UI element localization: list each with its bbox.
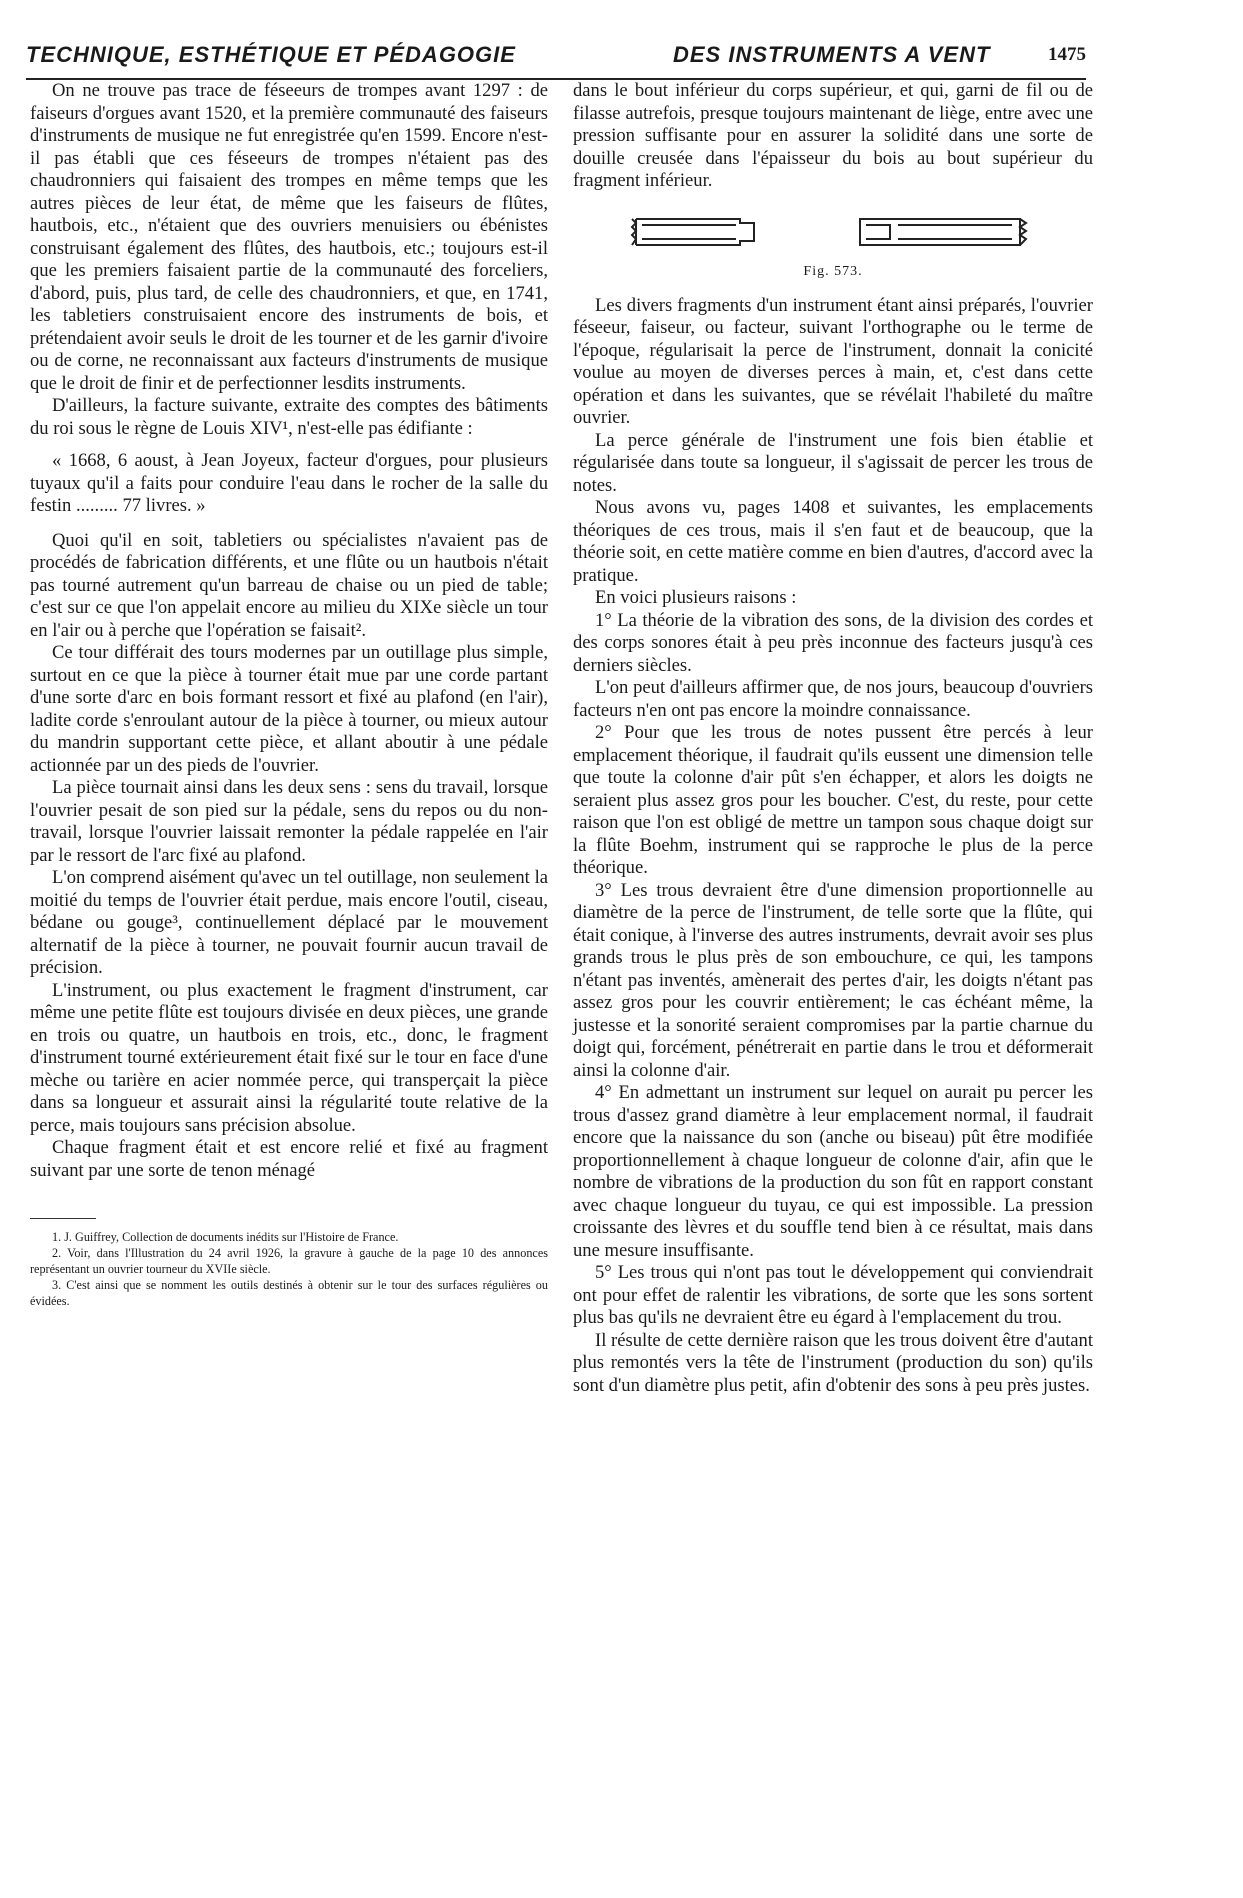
paragraph: L'instrument, ou plus exactement le fragment d'instrument, car même une petite flûte est toujours divisée en deux pièces, une grande en trois ou quatre, un hautbois en trois, etc., donc, le fragment d'instrument tourné extérieurement était fixé sur le tour en face d'une mèche ou tarière en acier nommée perce, qui transperçait la pièce dans sa longueur et assurait ainsi la régularité toute relative de la perce, mais toujours sans précision absolue. (30, 979, 548, 1136)
left-column (30, 80, 548, 1309)
paragraph: dans le bout inférieur du corps supérieur, et qui, garni de fil ou de filasse autrefois, presque toujours maintenant de liège, entre avec une pression suffisante pour en assurer la solidité dans une sorte de douille creusée dans l'épaisseur du bois au bout supérieur du fragment inférieur. (573, 80, 1093, 191)
footnote: 3. C'est ainsi que se nomment les outils destinés à obtenir sur le tour des surfaces régulières ou évidées. (30, 1278, 548, 1308)
paragraph: Ce tour différait des tours modernes par un outillage plus simple, surtout en ce que la pièce à tourner était mue par une corde partant d'une sorte d'arc en bois formant ressort et fixé au plafond (en l'air), ladite corde s'enroulant autour de la pièce à tourner, ou mieux autour du mandrin supportant cette pièce, et allant aboutir à une pédale actionnée par un des pieds de l'ouvrier. (30, 642, 548, 776)
paragraph: La perce générale de l'instrument une fois bien établie et régularisée dans toute sa longueur, il s'agissait de percer les trous de notes. (573, 429, 1093, 496)
paragraph: On ne trouve pas trace de féseeurs de trompes avant 1297 : de faiseurs d'orgues avant 1520, et la première communauté des faiseurs d'instruments de musique ne fut enregistrée qu'en 1599. Encore n'est-il pas établi que ces féseeurs de trompes n'étaient pas des chaudronniers qui faisaient des trompes en même temps que les autres pièces de leur état, de même que les faiseurs de flûtes, hautbois, etc., n'étaient que des ouvriers menuisiers ou ébénistes construisant également des flûtes, des hautbois, etc.; toujours est-il que les premiers faisaient partie de la communauté des forceliers, d'abord, puis, plus tard, de celle des chaudronniers, et que, en 1741, les tabletiers construisaient encore des instruments de bois, et prétendaient avoir seuls le droit de les tourner et de les garnir d'ivoire ou de corne, ne reconnaissant aux facteurs d'instruments de musique que le droit de finir et de perfectionner lesdits instruments. (30, 80, 548, 394)
paragraph: Les divers fragments d'un instrument étant ainsi préparés, l'ouvrier féseeur, faiseur, ou facteur, suivant l'orthographe ou le terme de l'époque, régularisait la perce de l'instrument, donnait la conicité voulue au moyen de diverses perces à main, et, c'est dans cette opération et dans les suivantes, que se révélait l'habileté du maître ouvrier. (573, 294, 1093, 428)
paragraph: Il résulte de cette dernière raison que les trous doivent être d'autant plus remontés vers la tête de l'instrument (production du son) qu'ils sont d'un diamètre plus petit, afin d'obtenir des sons à peu près justes. (573, 1329, 1093, 1396)
paragraph: D'ailleurs, la facture suivante, extraite des comptes des bâtiments du roi sous le règne de Louis XIV¹, n'est-elle pas édifiante : (30, 395, 548, 439)
paragraph: Chaque fragment était et est encore relié et fixé au fragment suivant par une sorte de tenon ménagé (30, 1137, 548, 1181)
paragraph: 1° La théorie de la vibration des sons, de la division des cordes et des corps sonores était à peu près inconnue des facteurs jusqu'à ces derniers siècles. (573, 609, 1093, 676)
header-left-title: TECHNIQUE, ESTHÉTIQUE ET PÉDAGOGIE (26, 42, 516, 67)
paragraph: En voici plusieurs raisons : (595, 587, 797, 608)
paragraph: 3° Les trous devraient être d'une dimension proportionnelle au diamètre de la perce de l'instrument, de telle sorte que la flûte, qui était conique, à l'inverse des autres instruments, devrait avoir ses plus grands trous le plus près de son embouchure, ce qui, les tampons n'étant pas inventés, amènerait des pertes d'air, les doigts n'étant pas assez gros pour les couvrir entièrement; le cas échéant même, la justesse et la sonorité seraient compromises par la partie charnue du doigt qui, forcément, pénétrerait en partie dans le trou et déformerait ainsi la colonne d'air. (573, 879, 1093, 1081)
page-number: 1475 (1048, 44, 1086, 65)
header-right-title: DES INSTRUMENTS A VENT (673, 42, 991, 67)
paragraph: 2° Pour que les trous de notes pussent être percés à leur emplacement théorique, il faudrait qu'ils eussent une dimension telle que toute la colonne d'air pût s'en échapper, et alors les doigts ne seraient plus assez gros pour les boucher. C'est, du reste, pour cette raison que l'on est obligé de mettre un tampon sous chaque doigt sur la flûte Boehm, instrument qui se rapproche le plus de la perce théorique. (573, 722, 1093, 878)
paragraph: 5° Les trous qui n'ont pas tout le développement qui conviendrait ont pour effet de ralentir les vibrations, de sorte que les sons sortent plus bas qu'ils ne devraient être eu égard à l'emplacement du trou. (573, 1262, 1093, 1328)
figure-573 (573, 201, 1093, 289)
running-header (26, 38, 1086, 80)
footnote: 2. Voir, dans l'Illustration du 24 avril 1926, la gravure à gauche de la page 10 des annonces représentant un ouvrier tourneur du XVIIe siècle. (30, 1246, 548, 1276)
right-column (573, 80, 1093, 1397)
paragraph: La pièce tournait ainsi dans les deux sens : sens du travail, lorsque l'ouvrier pesait de son pied sur la pédale, sens du repos ou du non-travail, lorsque l'ouvrier laissait remonter la pédale rappelée en l'air par le ressort de l'arc fixé au plafond. (30, 777, 548, 866)
quotation: « 1668, 6 aoust, à Jean Joyeux, facteur d'orgues, pour plusieurs tuyaux qu'il a faits pour conduire l'eau dans le rocher de la salle du festin ......... 77 livres. » (30, 450, 548, 516)
paragraph: L'on comprend aisément qu'avec un tel outillage, non seulement la moitié du temps de l'ouvrier était perdue, mais encore l'outil, ciseau, bédane ou gouge³, continuellement déplacé par le mouvement alternatif de la pièce à tourner, ne pouvait fournir aucun travail de précision. (30, 867, 548, 978)
paragraph: Quoi qu'il en soit, tabletiers ou spécialistes n'avaient pas de procédés de fabrication différents, et une flûte ou un hautbois n'était pas tourné autrement qu'un barreau de chaise ou un pied de table; c'est sur ce que l'on appelait encore au milieu du XIXe siècle un tour en l'air ou à perche que l'opération se faisait². (30, 529, 548, 641)
figure-caption: Fig. 573. (803, 263, 863, 279)
paragraph: Nous avons vu, pages 1408 et suivantes, les emplacements théoriques de ces trous, mais il s'en faut et de beaucoup, que la théorie soit, en cette matière comme en bien d'autres, d'accord avec la pratique. (573, 497, 1093, 586)
paragraph: L'on peut d'ailleurs affirmer que, de nos jours, beaucoup d'ouvriers facteurs n'en ont pas encore la moindre connaissance. (573, 677, 1093, 721)
footnote: 1. J. Guiffrey, Collection de documents inédits sur l'Histoire de France. (52, 1230, 399, 1244)
paragraph: 4° En admettant un instrument sur lequel on aurait pu percer les trous d'assez grand diamètre à leur emplacement normal, il faudrait encore que la naissance du son (anche ou biseau) pût être modifiée proportionnellement à chaque longueur de colonne d'air, afin que le nombre de vibrations de la production du son fût en rapport constant avec chaque longueur du tuyau, ce qui est impossible. La pression croissante des lèvres et du souffle tend bien à ce résultat, mais dans une mesure insuffisante. (573, 1082, 1093, 1261)
footnote-rule (30, 1218, 96, 1219)
tenon-joint-illustration (628, 213, 1048, 253)
